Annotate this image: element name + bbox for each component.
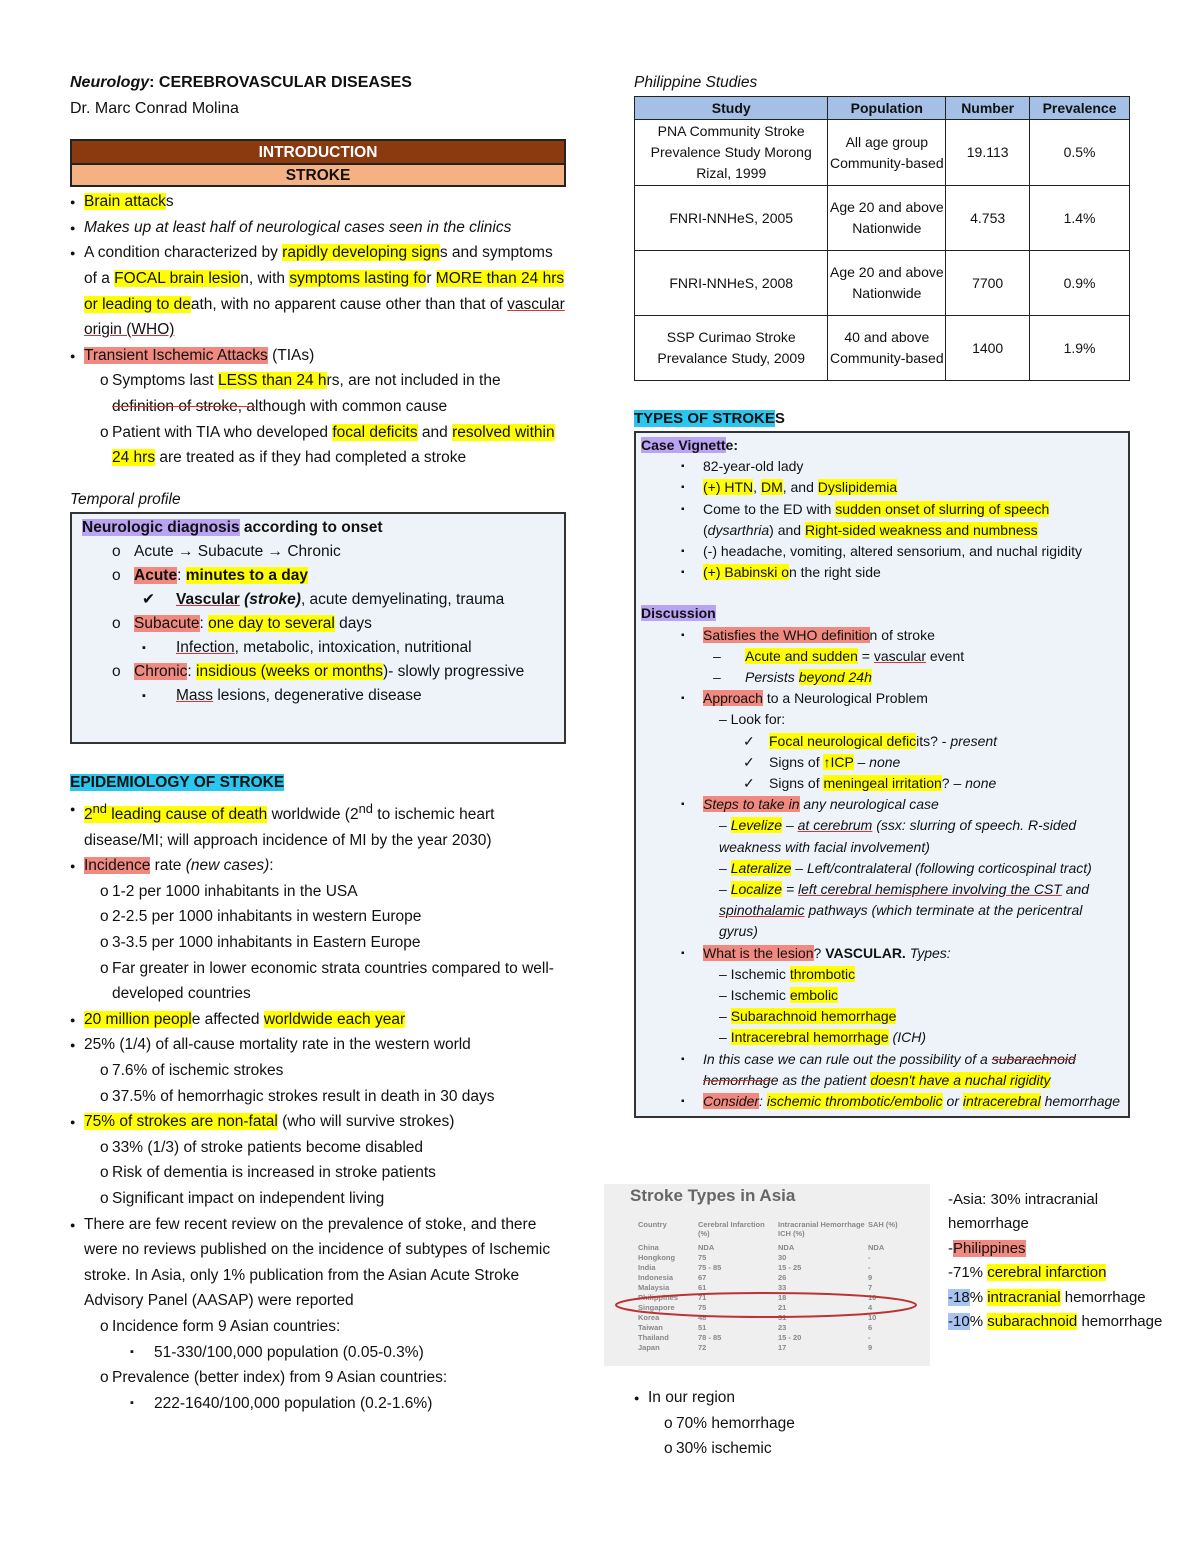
list-item: ● 75% of strokes are non-fatal (who will survive strokes) [70,1109,566,1135]
asia-table-cell: 75 [698,1253,707,1262]
list-item: o Far greater in lower economic strata countries compared to well-developed countries [70,956,566,1007]
list-item: o 30% ischemic [634,1436,1130,1462]
list-item: ● 20 million people affected worldwide each year [70,1007,566,1033]
list-item: ▪ 82-year-old lady [641,456,1123,477]
introduction-heading: INTRODUCTION [72,141,564,165]
col-header: Population [828,97,946,120]
case-vignette-heading: Case Vignette: [641,437,738,453]
table-cell: 4.753 [946,186,1030,251]
asia-table-cell: Thailand [638,1333,669,1342]
list-item: o Risk of dementia is increased in stroke patients [70,1160,566,1186]
list-item: o Symptoms last LESS than 24 hrs, are not included in the definition of stroke, although with common cause [70,368,566,419]
list-item: – Localize = left cerebral hemisphere involving the CST and spinothalamic pathways (which terminate at the pericentral gyrus) [719,881,1090,940]
case-vignette-box [634,431,1130,1118]
asia-table-cell: Malaysia [638,1283,670,1292]
region-list [634,1385,1130,1462]
asia-image-title: Stroke Types in Asia [630,1186,796,1205]
note-line: -71% cerebral infarction [948,1264,1107,1282]
asia-table-cell: 72 [698,1343,707,1352]
section-title-bar [70,139,566,187]
asia-table-cell: Korea [638,1313,660,1322]
list-item: o Acute: minutes to a day [82,564,554,588]
asia-table-cell: 17 [778,1343,787,1352]
intro-list [70,189,566,471]
asia-table-cell: 75 [698,1303,707,1312]
asia-table-cell: 4 [868,1303,873,1312]
asia-table-cell: 9 [868,1343,873,1352]
table-cell: SSP Curimao Stroke Prevalance Study, 2009 [635,316,828,381]
list-item: ▪ (-) headache, vomiting, altered sensorium, and nuchal rigidity [641,541,1123,562]
table-row [635,251,1130,316]
list-item: o 70% hemorrhage [634,1411,1130,1437]
left-column [70,70,566,1416]
table-cell: 1400 [946,316,1030,381]
right-column [634,70,1130,1118]
list-item: ● Makes up at least half of neurological cases seen in the clinics [70,215,566,241]
asia-table-header: Country Cerebral Infarction (%) Intracranial Hemorrhage ICH (%) SAH (%) [638,1220,898,1238]
asia-table-cell: 18 [778,1293,787,1302]
asia-table-cell: 33 [778,1283,787,1292]
philippine-studies-label: Philippine Studies [634,74,758,91]
table-header-row [635,97,1130,120]
types-heading: TYPES OF STROKES [634,410,785,427]
list-item: – Persists beyond 24h [641,667,1123,688]
asia-table-cell: India [638,1263,656,1272]
table-cell: 7700 [946,251,1030,316]
asia-table-cell: 26 [778,1273,787,1282]
asia-table-cell: 75 - 85 [698,1263,722,1272]
philippine-studies-table [634,96,1130,381]
asia-table-cell: 61 [698,1283,707,1292]
list-item: ● 2nd leading cause of death worldwide (2nd to ischemic heart disease/MI; will approach incidence of MI by the year 2030) [70,796,566,853]
table-row [635,120,1130,186]
table-cell: All age group Community-based [828,120,946,186]
list-item: ● Brain attacks [70,189,566,215]
epidemiology-heading: EPIDEMIOLOGY OF STROKE [70,774,285,792]
table-row [635,186,1130,251]
asia-table-cell: China [638,1243,659,1252]
asia-table-cell: 9 [868,1273,873,1282]
asia-table-cell: NDA [778,1243,795,1252]
list-item: ▪ Mass lesions, degenerative disease [82,684,554,708]
list-item: o 33% (1/3) of stroke patients become disabled [70,1135,566,1161]
asia-table-cell: NDA [868,1243,885,1252]
list-item: ▪ Steps to take in any neurological case [641,794,1123,815]
asia-table-cell: 6 [868,1323,873,1332]
epidemiology-list [70,796,566,1416]
asia-table-cell: - [868,1263,871,1272]
list-item: ▪ (+) Babinski on the right side [641,562,1123,583]
stroke-types-asia-image [604,1184,930,1366]
asia-table-cell: 78 - 85 [698,1333,722,1342]
asia-table-cell: Philippines [638,1293,679,1302]
list-item: – Look for: [719,711,786,728]
asia-table-cell: 15 - 20 [778,1333,802,1342]
list-item: ▪ Infection, metabolic, intoxication, nutritional [82,636,554,660]
table-cell: 1.4% [1030,186,1130,251]
col-header: Prevalence [1030,97,1130,120]
list-item: ▪ Approach to a Neurological Problem [641,688,1123,709]
list-item: ▪ Satisfies the WHO definition of stroke [641,625,1123,646]
list-item: o 7.6% of ischemic strokes [70,1058,566,1084]
list-item: – Levelize – at cerebrum (ssx: slurring of speech. R-sided weakness with facial involvement) [719,817,1077,855]
list-item: – Subarachnoid hemorrhage [719,1008,897,1025]
asia-table-cell: 10 [868,1313,877,1322]
asia-table-cell: - [868,1253,871,1262]
list-item: ● 25% (1/4) of all-cause mortality rate in the western world [70,1032,566,1058]
asia-table-cell: Hongkong [638,1253,676,1262]
list-item: ● A condition characterized by rapidly developing signs and symptoms of a FOCAL brain lesion, with symptoms lasting for MORE than 24 hrs or leading to death, with no apparent cause other than that of vascular origin (WHO) [70,240,566,342]
table-cell: 0.9% [1030,251,1130,316]
asia-highlight-ellipse [604,1184,930,1366]
table-cell: FNRI-NNHeS, 2005 [635,186,828,251]
check-icon: ✔ [142,591,155,609]
list-item: o 2-2.5 per 1000 inhabitants in western Europe [70,904,566,930]
list-item: o 37.5% of hemorrhagic strokes result in death in 30 days [70,1084,566,1110]
list-item: ● In our region [634,1385,1130,1411]
note-line: -Asia: 30% intracranial hemorrhage [948,1191,1099,1233]
asia-table-cell: 31 [778,1313,787,1322]
list-item: ▪ What is the lesion? VASCULAR. Types: [641,943,1123,964]
table-cell: PNA Community Stroke Prevalence Study Morong Rizal, 1999 [635,120,828,186]
col-header: Number [946,97,1030,120]
asia-table-cell: Taiwan [638,1323,663,1332]
list-item: ▪ (+) HTN, DM, and Dyslipidemia [641,477,1123,498]
list-item: ● Transient Ischemic Attacks (TIAs) [70,343,566,369]
asia-table-cell: Indonesia [638,1273,674,1282]
temporal-profile-box [70,512,566,744]
list-item: ▪ Come to the ED with sudden onset of slurring of speech (dysarthria) and Right-sided weakness and numbness [641,499,1123,541]
list-item: o Incidence form 9 Asian countries: [70,1314,566,1340]
list-item: o Prevalence (better index) from 9 Asian countries: [70,1365,566,1391]
stroke-heading: STROKE [72,165,564,185]
list-item: – Acute and sudden = vascular event [641,646,1123,667]
note-line: -10% subarachnoid hemorrhage [948,1313,1163,1331]
asia-table-cell: 7 [868,1283,873,1292]
table-cell: FNRI-NNHeS, 2008 [635,251,828,316]
asia-table-cell: NDA [698,1243,715,1252]
list-item: ✓ Signs of meningeal irritation? – none [641,773,1123,794]
list-item: ● There are few recent review on the prevalence of stoke, and there were no reviews published on the incidence of subtypes of Ischemic stroke. In Asia, only 1% publication from the Asian Acute Stroke Advisory Panel (AASAP) were reported [70,1212,566,1314]
list-item: o Acute → Subacute → Chronic [82,540,554,564]
list-item: o 3-3.5 per 1000 inhabitants in Eastern Europe [70,930,566,956]
table-cell: 19.113 [946,120,1030,186]
asia-table-cell: 67 [698,1273,707,1282]
note-line: -Philippines [948,1239,1026,1257]
asia-table-cell: 51 [698,1323,707,1332]
col-header: Study [635,97,828,120]
list-item: o Patient with TIA who developed focal deficits and resolved within 24 hrs are treated as if they had completed a stroke [70,420,566,471]
table-cell: Age 20 and above Nationwide [828,251,946,316]
list-item: ● Incidence rate (new cases): [70,853,566,879]
asia-table-cell: 21 [778,1303,787,1312]
list-item: – Ischemic thrombotic [719,965,856,982]
discussion-heading: Discussion [641,605,716,622]
list-item: ▪ 51-330/100,000 population (0.05-0.3%) [70,1340,566,1366]
list-item: ▪ Consider: ischemic thrombotic/embolic or intracerebral hemorrhage [641,1091,1123,1112]
list-item: ✓ Signs of ↑ICP – none [641,752,1123,773]
list-item: ▪ In this case we can rule out the possibility of a subarachnoid hemorrhage as the patient doesn't have a nuchal rigidity [641,1049,1123,1091]
list-item: o Subacute: one day to several days [82,612,554,636]
asia-table-cell: 15 - 25 [778,1263,802,1272]
table-row [635,316,1130,381]
box-heading: Neurologic diagnosis according to onset [82,519,383,537]
table-cell: 0.5% [1030,120,1130,186]
asia-table-cell: - [868,1333,871,1342]
table-cell: 1.9% [1030,316,1130,381]
list-item: o Chronic: insidious (weeks or months)- slowly progressive [82,660,554,684]
list-item: ▪ 222-1640/100,000 population (0.2-1.6%) [70,1391,566,1417]
list-item: – Ischemic embolic [719,987,839,1004]
asia-table-cell: 23 [778,1323,787,1332]
list-item: – Lateralize – Left/contralateral (following corticospinal tract) [719,859,1092,876]
asia-table-cell: 48 [698,1313,707,1322]
list-item: ✓ Focal neurological deficits? - present [641,731,1123,752]
list-item: o 1-2 per 1000 inhabitants in the USA [70,879,566,905]
doc-author: Dr. Marc Conrad Molina [70,99,239,117]
doc-title: Neurology: CEREBROVASCULAR DISEASES [70,74,412,91]
temporal-profile-label: Temporal profile [70,490,181,508]
asia-table-cell: Singapore [638,1303,675,1312]
table-cell: 40 and above Community-based [828,316,946,381]
note-line: -18% intracranial hemorrhage [948,1288,1146,1306]
asia-table-cell: 71 [698,1293,707,1302]
table-cell: Age 20 and above Nationwide [828,186,946,251]
list-item: o Significant impact on independent living [70,1186,566,1212]
asia-table-cell: 10 [868,1293,877,1302]
list-item: – Intracerebral hemorrhage (ICH) [719,1029,926,1046]
asia-table-cell: 30 [778,1253,787,1262]
list-item: ✔ Vascular (stroke), acute demyelinating, trauma [82,588,554,612]
asia-table-cell: Japan [638,1343,660,1352]
asia-side-notes [948,1188,1178,1334]
